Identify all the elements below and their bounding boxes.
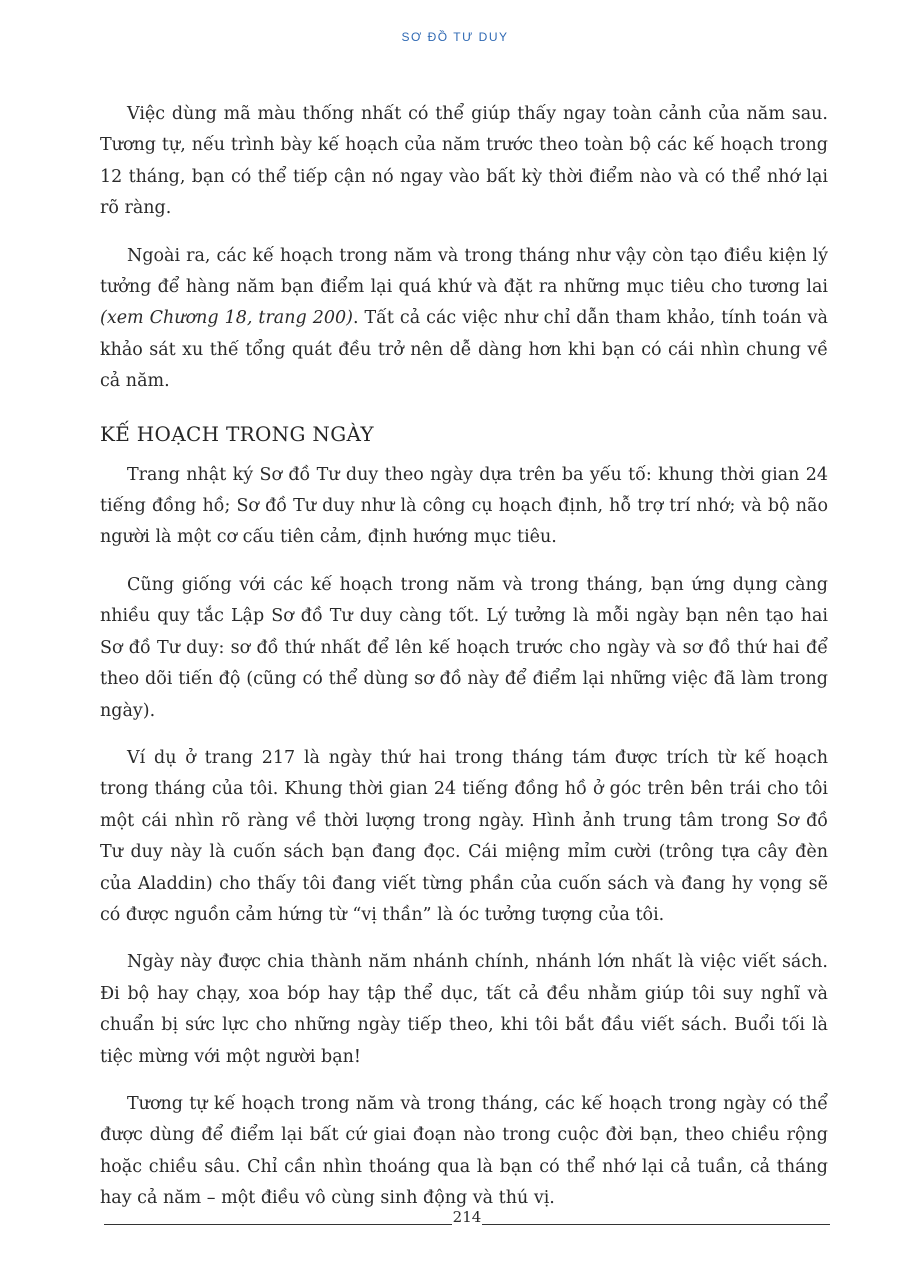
footer-rule-right xyxy=(482,1224,830,1225)
paragraph: Trang nhật ký Sơ đồ Tư duy theo ngày dựa trên ba yếu tố: khung thời gian 24 tiếng đồng hồ; Sơ đồ Tư duy như là công cụ hoạch định, hỗ trợ trí nhớ; và bộ não người là một cơ cấu tiên cảm, định hướng mục tiêu. xyxy=(100,464,828,548)
paragraph-text: . Tất cả các việc như chỉ dẫn tham khảo, tính toán và khảo sát xu thế tổng quát đều trở nên dễ dàng hơn khi bạn có cái nhìn chung về cả năm. xyxy=(100,308,828,392)
paragraph-text: Ngoài ra, các kế hoạch trong năm và trong tháng như vậy còn tạo điều kiện lý tưởng để hàng năm bạn điểm lại quá khứ và đặt ra những mục tiêu cho tương lai xyxy=(100,245,828,298)
cross-reference: (xem Chương 18, trang 200) xyxy=(100,308,353,329)
paragraph xyxy=(100,241,828,398)
paragraph: Tương tự kế hoạch trong năm và trong tháng, các kế hoạch trong ngày có thể được dùng để điểm lại bất cứ giai đoạn nào trong cuộc đời bạn, theo chiều rộng hoặc chiều sâu. Chỉ cần nhìn thoáng qua là bạn có thể nhớ lại cả tuần, cả tháng hay cả năm – một điều vô cùng sinh động và thú vị. xyxy=(100,1093,828,1209)
paragraph: Ví dụ ở trang 217 là ngày thứ hai trong tháng tám được trích từ kế hoạch trong tháng của tôi. Khung thời gian 24 tiếng đồng hồ ở góc trên bên trái cho tôi một cái nhìn rõ ràng về thời lượng trong ngày. Hình ảnh trung tâm trong Sơ đồ Tư duy này là cuốn sách bạn đang đọc. Cái miệng mỉm cười (trông tựa cây đèn của Aladdin) cho thấy tôi đang viết từng phần của cuốn sách và đang hy vọng sẽ có được nguồn cảm hứng từ “vị thần” là óc tưởng tượng của tôi. xyxy=(100,747,828,925)
paragraph: Việc dùng mã màu thống nhất có thể giúp thấy ngay toàn cảnh của năm sau. Tương tự, nếu trình bày kế hoạch của năm trước theo toàn bộ các kế hoạch trong 12 tháng, bạn có thể tiếp cận nó ngay vào bất kỳ thời điểm nào và có thể nhớ lại rõ ràng. xyxy=(100,104,828,219)
footer-rule-left xyxy=(104,1224,452,1225)
paragraph: Ngày này được chia thành năm nhánh chính, nhánh lớn nhất là việc viết sách. Đi bộ hay chạy, xoa bóp hay tập thể dục, tất cả đều nhằm giúp tôi suy nghĩ và chuẩn bị sức lực cho những ngày tiếp theo, khi tôi bắt đầu viết sách. Buổi tối là tiệc mừng với một người bạn! xyxy=(100,952,828,1067)
page-footer xyxy=(104,1207,830,1231)
page-number: 214 xyxy=(452,1208,482,1226)
paragraph: Cũng giống với các kế hoạch trong năm và trong tháng, bạn ứng dụng càng nhiều quy tắc Lập Sơ đồ Tư duy càng tốt. Lý tưởng là mỗi ngày bạn nên tạo hai Sơ đồ Tư duy: sơ đồ thứ nhất để lên kế hoạch trước cho ngày và sơ đồ thứ hai để theo dõi tiến độ (cũng có thể dùng sơ đồ này để điểm lại những việc đã làm trong ngày). xyxy=(100,574,828,721)
running-header: SƠ ĐỒ TƯ DUY xyxy=(401,30,509,44)
page-body xyxy=(100,99,828,1231)
section-heading: KẾ HOẠCH TRONG NGÀY xyxy=(100,421,374,446)
